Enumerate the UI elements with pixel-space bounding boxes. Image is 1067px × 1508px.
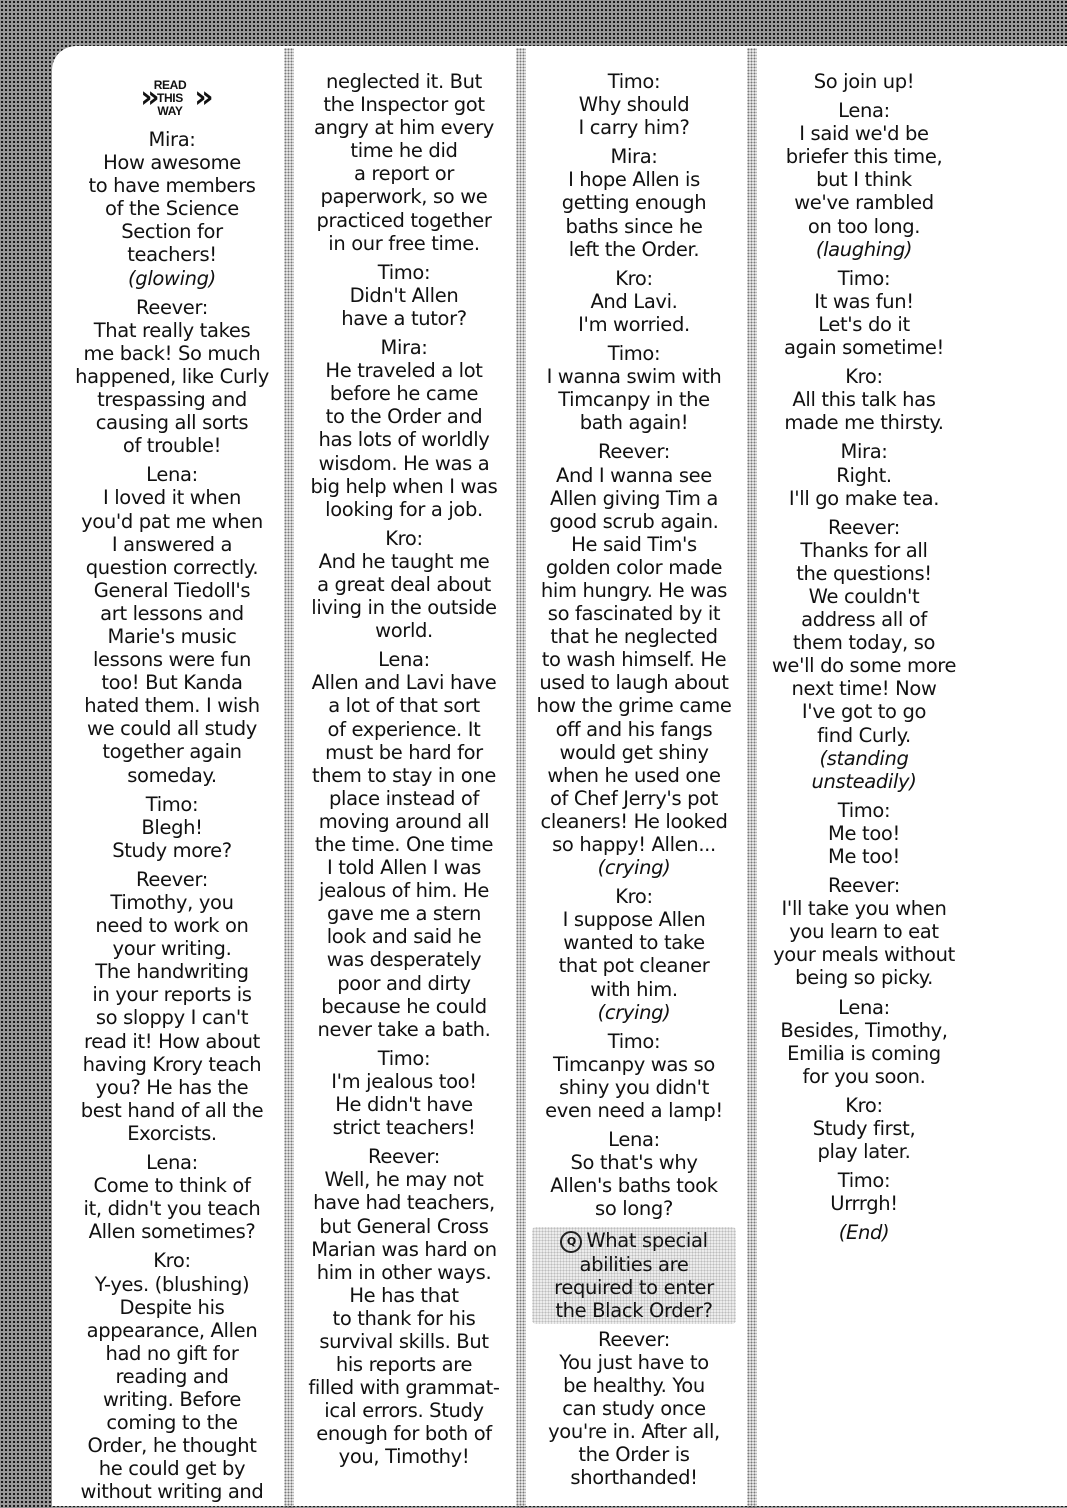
- dialogue-line: on too long.: [807, 214, 921, 238]
- question-line: the Black Order?: [555, 1298, 713, 1322]
- dialogue-line: next time! Now: [791, 677, 937, 701]
- dialogue-line: (crying): [597, 1000, 671, 1024]
- dialogue-line: a lot of that sort: [328, 694, 480, 718]
- dialogue-line: used to laugh about: [539, 671, 729, 695]
- dialogue-line: ical errors. Study: [324, 1399, 484, 1423]
- dialogue-line: find Curly.: [817, 723, 911, 747]
- dialogue-line: wisdom. He was a: [318, 451, 490, 475]
- dialogue-line: I've got to go: [801, 700, 927, 724]
- dialogue-line: Marian was hard on: [311, 1237, 497, 1261]
- dialogue-line: it, didn't you teach: [83, 1197, 261, 1221]
- speaker-name: Kro:: [615, 266, 653, 290]
- dialogue-line: place instead of: [329, 786, 479, 810]
- speaker-name: Timo:: [377, 1046, 431, 1070]
- dialogue-line: (laughing): [815, 237, 913, 261]
- dialogue-line: me back! So much: [83, 341, 261, 365]
- dialogue-line: Me too!: [828, 821, 900, 845]
- dialogue-line: So join up!: [813, 70, 915, 93]
- dialogue-line: I hope Allen is: [568, 168, 700, 192]
- speaker-name: Reever:: [828, 874, 900, 898]
- dialogue-line: but General Cross: [319, 1214, 489, 1238]
- speaker-name: Timo:: [145, 792, 199, 816]
- dialogue-line: Study more?: [112, 838, 232, 862]
- column-divider: [284, 48, 294, 1508]
- dialogue-line: (crying): [597, 856, 671, 880]
- dialogue-line: but I think: [816, 168, 912, 192]
- dialogue-line: look and said he: [326, 925, 482, 949]
- dialogue-line: How awesome: [103, 151, 241, 175]
- dialogue-line: I told Allen I was: [327, 856, 481, 880]
- speaker-name: Lena:: [608, 1128, 660, 1152]
- dialogue-line: I carry him?: [578, 116, 690, 140]
- dialogue-line: Section for: [121, 220, 223, 244]
- dialogue-line: I'm worried.: [578, 312, 690, 336]
- dialogue-line: happened, like Curly: [75, 364, 269, 388]
- dialogue-line: made me thirsty.: [784, 411, 944, 435]
- dialogue-line: I'll take you when: [781, 897, 947, 921]
- dialogue-line: he could get by: [98, 1457, 246, 1481]
- dialogue-line: of experience. It: [327, 717, 481, 741]
- dialogue-line: You just have to: [559, 1350, 709, 1374]
- dialogue-line: (standing: [819, 746, 909, 770]
- speaker-name: Timo:: [607, 1029, 661, 1053]
- question-line: abilities are: [579, 1252, 689, 1276]
- chevron-right-icon: »: [194, 80, 204, 115]
- speaker-name: Mira:: [610, 145, 658, 169]
- dialogue-line: you learn to eat: [789, 920, 939, 944]
- speaker-name: Kro:: [845, 365, 883, 389]
- read-this-way-marker: [72, 74, 272, 122]
- speaker-name: Reever:: [136, 295, 208, 319]
- dialogue-line: briefer this time,: [785, 145, 943, 169]
- dialogue-line: was desperately: [326, 948, 482, 972]
- dialogue-line: appearance, Allen: [86, 1318, 258, 1342]
- dialogue-line: Me too!: [828, 845, 900, 868]
- dialogue-line: with him.: [590, 977, 678, 1001]
- dialogue-line: of the Science: [105, 197, 239, 221]
- dialogue-line: I said we'd be: [799, 122, 929, 146]
- dialogue-line: hated them. I wish: [84, 694, 260, 718]
- dialogue-line: so sloppy I can't: [95, 1006, 249, 1030]
- speaker-name: (End): [838, 1221, 890, 1245]
- column-divider: [747, 48, 757, 1508]
- dialogue-line: Study first,: [812, 1117, 916, 1141]
- dialogue-line: All this talk has: [792, 388, 936, 412]
- speaker-name: Kro:: [385, 526, 423, 550]
- dialogue-line: reading and: [115, 1364, 229, 1388]
- dialogue-line: We couldn't: [808, 584, 920, 608]
- dialogue-line: Why should: [578, 93, 690, 117]
- dialogue-line: And Lavi.: [590, 289, 678, 313]
- dialogue-line: them today, so: [792, 631, 936, 655]
- dialogue-line: left the Order.: [568, 237, 700, 261]
- dialogue-line: address all of: [801, 608, 927, 632]
- dialogue-line: writing. Before: [102, 1387, 242, 1411]
- dialogue-line: jealous of him. He: [319, 879, 489, 903]
- dialogue-line: would get shiny: [559, 740, 709, 764]
- dialogue-line: need to work on: [95, 914, 249, 938]
- dialogue-line: can study once: [562, 1397, 706, 1421]
- dialogue-line: He said Tim's: [571, 532, 697, 556]
- text-column-4: [762, 70, 966, 1245]
- dialogue-line: wanted to take: [563, 931, 705, 955]
- dialogue-line: because he could: [321, 994, 487, 1018]
- dialogue-line: cleaners! He looked: [540, 809, 728, 833]
- dialogue-line: to wash himself. He: [541, 648, 727, 672]
- dialogue-line: when he used one: [547, 763, 721, 787]
- dialogue-line: Didn't Allen: [349, 283, 459, 307]
- dialogue-line: I'll go make tea.: [788, 486, 940, 510]
- dialogue-line: have a tutor?: [341, 306, 467, 330]
- dialogue-line: too! But Kanda: [101, 671, 243, 695]
- chevron-right-icon: »: [140, 80, 150, 115]
- dialogue-line: of Chef Jerry's pot: [549, 786, 719, 810]
- speaker-name: Lena:: [146, 463, 198, 487]
- dialogue-line: question correctly.: [85, 555, 259, 579]
- dialogue-line: that he neglected: [550, 625, 718, 649]
- dialogue-line: you'd pat me when: [81, 509, 263, 533]
- dialogue-line: a great deal about: [317, 572, 491, 596]
- dialogue-line: General Tiedoll's: [93, 578, 251, 602]
- dialogue-line: Timothy, you: [110, 891, 234, 914]
- dialogue-line: the time. One time: [314, 833, 494, 856]
- dialogue-line: never take a bath.: [317, 1017, 491, 1041]
- dialogue-line: a report or: [353, 162, 454, 186]
- dialogue-line: Reever:: [598, 1327, 670, 1351]
- dialogue-line: (glowing): [128, 266, 216, 290]
- dialogue-line: Timo:: [607, 70, 661, 93]
- dialogue-line: causing all sorts: [95, 411, 249, 435]
- dialogue-line: neglected it. But: [326, 70, 482, 93]
- dialogue-line: how the grime came: [536, 694, 732, 718]
- speaker-name: Kro:: [845, 1093, 883, 1117]
- speaker-name: Lena:: [838, 99, 890, 123]
- dialogue-line: even need a lamp!: [545, 1099, 723, 1123]
- dialogue-line: big help when I was: [310, 474, 498, 498]
- dialogue-line: in your reports is: [92, 983, 252, 1007]
- dialogue-line: him in other ways.: [316, 1260, 492, 1284]
- dialogue-line: so happy! Allen...: [552, 833, 716, 856]
- speaker-name: Kro:: [153, 1249, 191, 1273]
- dialogue-line: golden color made: [545, 555, 723, 579]
- dialogue-line: being so picky.: [795, 966, 933, 990]
- dialogue-line: The handwriting: [95, 960, 249, 984]
- dialogue-line: Thanks for all: [800, 538, 928, 562]
- dialogue-line: Let's do it: [818, 312, 910, 336]
- speaker-name: Mira:: [380, 336, 428, 360]
- dialogue-line: him hungry. He was: [540, 578, 728, 602]
- dialogue-line: Allen giving Tim a: [550, 486, 718, 510]
- dialogue-line: gave me a stern: [327, 902, 481, 926]
- speaker-name: Mira:: [148, 128, 196, 151]
- dialogue-line: bath again!: [579, 411, 689, 435]
- speaker-name: Timo:: [377, 260, 431, 284]
- dialogue-line: that pot cleaner: [558, 954, 710, 978]
- dialogue-line: It was fun!: [814, 289, 914, 313]
- dialogue-line: so fascinated by it: [547, 602, 721, 626]
- dialogue-line: have had teachers,: [313, 1191, 495, 1215]
- dialogue-line: to thank for his: [332, 1306, 476, 1330]
- dialogue-line: coming to the: [106, 1411, 238, 1435]
- dialogue-line: Allen and Lavi have: [311, 671, 497, 695]
- dialogue-line: paperwork, so we: [320, 185, 488, 209]
- dialogue-line: art lessons and: [100, 601, 244, 625]
- dialogue-line: Allen sometimes?: [88, 1220, 256, 1244]
- dialogue-line: having Krory teach: [82, 1052, 262, 1076]
- speaker-name: Timo:: [607, 342, 661, 366]
- dialogue-line: baths since he: [565, 214, 703, 238]
- dialogue-line: I wanna swim with: [546, 365, 722, 389]
- speaker-name: Reever:: [828, 515, 900, 539]
- dialogue-line: good scrub again.: [549, 509, 719, 533]
- dialogue-line: to have members: [88, 174, 256, 198]
- speaker-name: Lena:: [378, 648, 430, 672]
- text-column-1: [72, 74, 272, 1503]
- dialogue-line: moving around all: [318, 809, 490, 833]
- question-icon: Q: [560, 1231, 582, 1253]
- dialogue-line: best hand of all the: [80, 1098, 264, 1122]
- dialogue-line: I suppose Allen: [562, 908, 706, 932]
- speaker-name: Timo:: [837, 798, 891, 822]
- dialogue-line: had no gift for: [105, 1341, 239, 1365]
- dialogue-line: Allen's baths took: [550, 1174, 718, 1198]
- speaker-name: Mira:: [840, 440, 888, 464]
- dialogue-line: practiced together: [316, 208, 492, 232]
- speaker-name: Timo:: [837, 1169, 891, 1193]
- dialogue-line: shorthanded!: [570, 1466, 698, 1490]
- dialogue-line: looking for a job.: [325, 497, 483, 521]
- dialogue-line: of trouble!: [122, 434, 222, 458]
- dialogue-line: That really takes: [93, 318, 251, 342]
- dialogue-line: Blegh!: [141, 815, 203, 839]
- dialogue-line: read it! How about: [84, 1029, 260, 1053]
- dialogue-line: And I wanna see: [556, 463, 712, 487]
- dialogue-line: Right.: [836, 463, 892, 487]
- dialogue-line: you, Timothy!: [338, 1445, 470, 1469]
- dialogue-line: in our free time.: [328, 231, 480, 255]
- dialogue-line: I answered a: [111, 532, 233, 556]
- dialogue-line: I loved it when: [102, 486, 242, 510]
- speaker-name: Reever:: [598, 440, 670, 464]
- dialogue-line: play later.: [817, 1140, 911, 1164]
- speaker-name: Lena:: [838, 995, 890, 1019]
- dialogue-line: your meals without: [773, 943, 955, 967]
- dialogue-line: world.: [375, 619, 433, 643]
- dialogue-line: Despite his: [119, 1295, 225, 1319]
- dialogue-line: Urrrgh!: [830, 1192, 898, 1216]
- dialogue-line: must be hard for: [325, 740, 483, 764]
- dialogue-line: survival skills. But: [319, 1329, 489, 1353]
- speaker-name: Lena:: [146, 1151, 198, 1175]
- dialogue-line: without writing and: [80, 1480, 264, 1504]
- dialogue-line: we could all study: [87, 717, 257, 741]
- dialogue-line: He traveled a lot: [325, 359, 483, 383]
- dialogue-line: someday.: [127, 763, 217, 787]
- dialogue-line: off and his fangs: [555, 717, 713, 741]
- dialogue-line: Order, he thought: [87, 1434, 257, 1458]
- dialogue-line: Y-yes. (blushing): [94, 1272, 250, 1296]
- dialogue-line: I'm jealous too!: [331, 1069, 477, 1093]
- read-this-way-label: READ THIS WAY: [153, 77, 187, 118]
- text-column-2: [302, 70, 506, 1469]
- dialogue-line: Well, he may not: [324, 1168, 484, 1192]
- dialogue-line: getting enough: [561, 191, 707, 215]
- dialogue-line: you? He has the: [95, 1075, 249, 1099]
- dialogue-line: to the Order and: [325, 405, 483, 429]
- dialogue-line: poor and dirty: [337, 971, 471, 995]
- dialogue-line: again sometime!: [784, 336, 944, 360]
- dialogue-line: your writing.: [112, 937, 232, 961]
- dialogue-line: for you soon.: [802, 1064, 926, 1088]
- dialogue-line: teachers!: [127, 243, 217, 267]
- dialogue-line: the questions!: [796, 561, 932, 585]
- column-divider: [516, 48, 526, 1508]
- dialogue-line: his reports are: [335, 1353, 473, 1377]
- dialogue-line: And he taught me: [318, 549, 490, 573]
- question-box: [532, 1227, 736, 1324]
- dialogue-line: He didn't have: [335, 1093, 473, 1117]
- dialogue-line: Exorcists.: [127, 1121, 217, 1145]
- text-column-3: [532, 70, 736, 1489]
- dialogue-line: So that's why: [570, 1151, 698, 1175]
- dialogue-line: has lots of worldly: [318, 428, 490, 452]
- dialogue-line: be healthy. You: [563, 1373, 705, 1397]
- dialogue-line: trespassing and: [97, 388, 247, 412]
- dialogue-line: enough for both of: [316, 1422, 492, 1446]
- dialogue-line: so long?: [595, 1197, 673, 1221]
- dialogue-line: we've rambled: [794, 191, 934, 215]
- dialogue-line: the Order is: [578, 1443, 690, 1467]
- dialogue-line: we'll do some more: [771, 654, 957, 678]
- dialogue-line: Come to think of: [93, 1174, 251, 1198]
- speaker-name: Kro:: [615, 885, 653, 909]
- dialogue-line: Besides, Timothy,: [780, 1018, 948, 1042]
- speaker-name: Reever:: [136, 867, 208, 891]
- dialogue-line: filled with grammat-: [308, 1376, 500, 1400]
- dialogue-line: He has that: [349, 1283, 459, 1307]
- dialogue-line: you're in. After all,: [548, 1420, 720, 1444]
- dialogue-line: the Inspector got: [323, 93, 485, 117]
- dialogue-line: before he came: [329, 382, 479, 406]
- dialogue-line: living in the outside: [311, 596, 497, 620]
- dialogue-line: strict teachers!: [332, 1116, 476, 1140]
- dialogue-line: unsteadily): [811, 769, 917, 793]
- speaker-name: Reever:: [368, 1145, 440, 1169]
- dialogue-line: time he did: [350, 139, 458, 163]
- question-line: required to enter: [554, 1275, 714, 1299]
- speaker-name: Timo:: [837, 266, 891, 290]
- dialogue-line: Timcanpy in the: [558, 388, 710, 412]
- dialogue-line: Timcanpy was so: [553, 1052, 715, 1076]
- dialogue-line: Marie's music: [107, 624, 237, 648]
- question-line: What special: [586, 1228, 708, 1252]
- dialogue-line: them to stay in one: [311, 763, 497, 787]
- dialogue-line: shiny you didn't: [558, 1075, 709, 1099]
- dialogue-line: lessons were fun: [92, 648, 252, 672]
- dialogue-line: together again: [102, 740, 242, 764]
- dialogue-line: angry at him every: [314, 116, 494, 140]
- dialogue-line: Emilia is coming: [787, 1041, 941, 1065]
